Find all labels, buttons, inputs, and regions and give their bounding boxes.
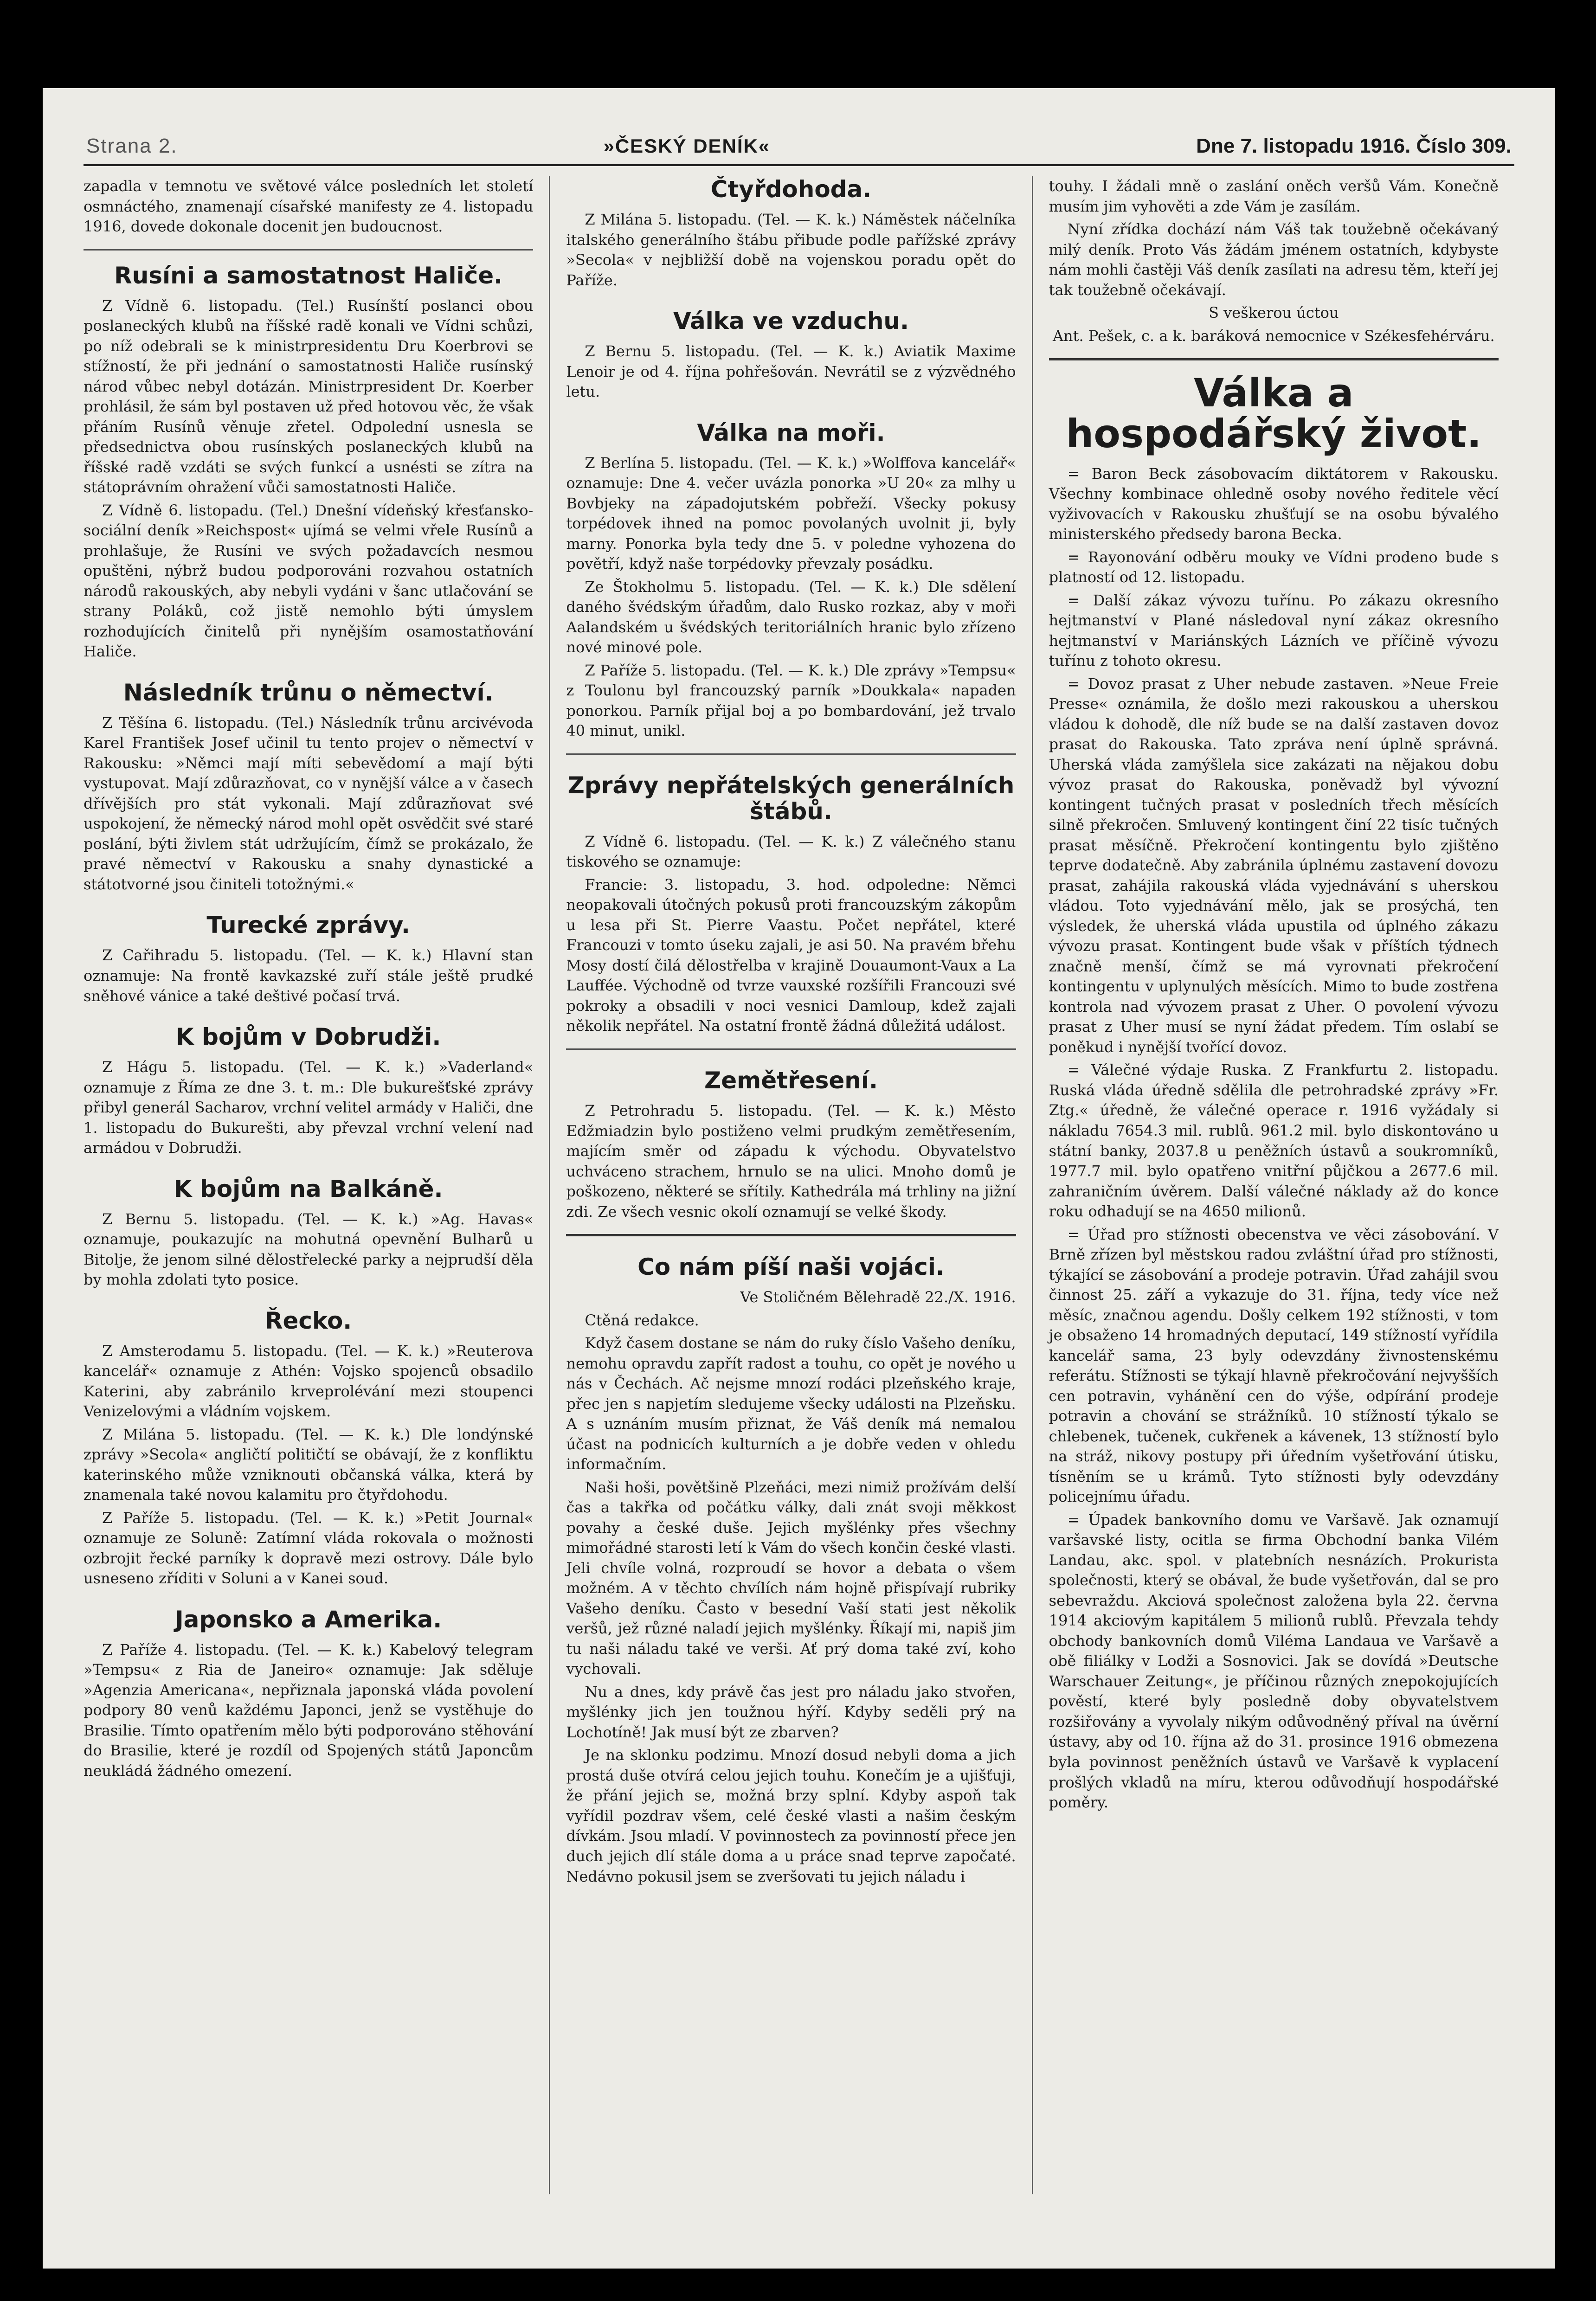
article-paragraph: Z Bernu 5. listopadu. (Tel. — K. k.) Aviatik Maxime Lenoir je od 4. října pohřešován. Nevrátil se z výzvědného letu. [566, 342, 1016, 401]
article-paragraph: Je na sklonku podzimu. Mnozí dosud nebyli doma a jich prostá duše otvírá celou jejich touhu. Konečím je a ujišťuji, že přání jejich se, možná brzy splní. Kdyby aspoň tak vyřídil pozdrav všem, celé české vlasti a našim českým dívkám. Jsou mladí. V povinnostech za povinností přece jen duch jejich dlí stále doma a u práce snad teprve započaté. Nedávno pokusil jsem se zveršovati tu jejich náladu i [566, 1746, 1016, 1885]
headline-rusini: Rusíni a samostatnost Haliče. [114, 262, 503, 289]
article-paragraph: Z Hágu 5. listopadu. (Tel. — K. k.) »Vaderland« oznamuje z Říma ze dne 3. t. m.: Dle bukurešťské zprávy přibyl generál Sacharov, vrchní velitel armády v Haliči, dne 1. listopadu do Bukurešti, aby převzal vrchní velení nad armádou v Dobrudži. [84, 1058, 534, 1157]
article-paragraph: Z Petrohradu 5. listopadu. (Tel. — K. k.) Město Edžmiadzin bylo postiženo velmi prudkým zemětřesením, majícím směr od západu k východu. Obyvatelstvo uchváceno strachem, hrnulo se na ulici. Mnoho domů je poškozeno, některé se sřítily. Kathedrála má trhliny na jižní zdi. Ze všech vesnic okolí oznamují se velké škody. [566, 1101, 1016, 1221]
headline-balkane: K bojům na Balkáně. [174, 1175, 443, 1202]
column-1 [84, 176, 550, 2194]
masthead [84, 135, 1514, 166]
article-paragraph: = Dovoz prasat z Uher nebude zastaven. »Neue Freie Presse« oznámila, že došlo mezi rakouskou a uherskou vládou k dohodě, dle níž bude se na další zastaven dovoz prasat do Rakouska. Tato zpráva není úplně správná. Uherská vláda zamýšlela sice zakázati na nějakou dobu vývoz prasat do Rakouska, poněvadž byl vývozní kontingent tučných prasat v posledních třech měsících silně překročen. Smluvený kontingent činí 22 tisíc tučných prasat měsíčně. Překročení kontingentu bylo zjištěno teprve dodatečně. Aby zabránila úplnému zastavení dovozu prasat, zahájila rakouská vláda vyjednávání s uherskou vládou. Toto vyjednávání mělo, jak se prosýchá, ten výsledek, že uherská vláda upustila od úplného zákazu vývozu prasat. Kontingent bude však v příštích týdnech značně menší, čímž se má vyrovnati překročení kontingentu v uplynulých měsících. Mimo to bude zostřena kontrola nad vývozem prasat z Uher. O povolení vývozu prasat z Uher musí se nyní žádat předem. Tím oslabí se poněkud i nynější tvořící dovoz. [1049, 675, 1499, 1056]
article-paragraph: Z Amsterodamu 5. listopadu. (Tel. — K. k.) »Reuterova kancelář« oznamuje z Athén: Vojsko spojenců obsadilo Katerini, aby zabránilo krveprolévání mezi stoupenci Venizelovými a vládním vojskem. [84, 1342, 534, 1420]
divider [566, 1234, 1016, 1236]
newspaper-page [43, 88, 1555, 2269]
article-paragraph: Z Vídně 6. listopadu. (Tel. — K. k.) Z válečného stanu tiskového se oznamuje: [566, 832, 1016, 871]
headline-hospodarsky: Válka a hospodářský život. [1066, 370, 1482, 457]
column-3 [1033, 176, 1514, 2194]
article-paragraph: Nyní zřídka dochází nám Váš tak toužebně očekávaný milý deník. Proto Vás žádám jménem ostatních, kdybyste nám mohli častěji Váš deník zasílati na adresu těm, kteří jej tak toužebně očekávají. [1049, 220, 1499, 299]
headline-recko: Řecko. [265, 1307, 352, 1334]
article-intro: zapadla v temnotu ve světové válce posledních let století osmnáctého, znamenají císařské manifesty ze 4. listopadu 1916, dovede dokonale docenit jen budoucnost. [84, 177, 534, 236]
letter-place-date: Ve Stoličném Bělehradě 22./X. 1916. [740, 1288, 1016, 1306]
article-paragraph: Naši hoši, povětšině Plzeňáci, mezi nimiž prožívám delší čas a takřka od počátku války, dali znát svoji měkkost povahy a české duše. Jejich myšlénky přes všechny mimořádné starosti letí k Vám do všech končin české vlasti. Jeli chvíle volná, rozproudí se hovor a debata o všem možném. A v těchto chvílích nám hojně přispívají rubriky Vašeho deníku. Často v besední Vaší stati jest několik veršů, jež různé naladí jejich myšlénky. Říkají mi, napiš jim tu naši náladu také ve verši. Ať prý doma také zví, koho vychovali. [566, 1478, 1016, 1678]
article-paragraph: Z Milána 5. listopadu. (Tel. — K. k.) Náměstek náčelníka italského generálního štábu přibude podle pařížské zprávy »Secola« v nejbližší době na vojenskou poradu opět do Paříže. [566, 211, 1016, 289]
divider [84, 249, 533, 251]
letter-salutation: Ctěná redakce. [585, 1311, 699, 1329]
page-number: Strana 2. [86, 135, 178, 157]
column-2 [550, 176, 1033, 2194]
divider [566, 1048, 1016, 1050]
issue-date: Dne 7. listopadu 1916. Číslo 309. [1196, 135, 1512, 157]
headline-turecke: Turecké zprávy. [206, 912, 410, 939]
letter-signature: Ant. Pešek, c. a k. baráková nemocnice v Székesfehérváru. [1052, 327, 1495, 345]
newspaper-title: »ČESKÝ DENÍK« [603, 135, 771, 157]
article-paragraph: Z Vídně 6. listopadu. (Tel.) Rusínští poslanci obou poslaneckých klubů na říšské radě konali ve Vídni schůzi, po níž odebrali se k ministrpresidentu Dru Koerbrovi se stížností, že při jednání o samostatnosti Haliče rusínský národ vůbec nebyl dotázán. Ministrpresident Dr. Koerber prohlásil, že sám byl postaven už před hotovou věc, že však přáním Rusínů věnuje zřetel. Odpolední usnesla se předsednictva obou rusínských poslaneckých klubů na říšské radě vzdáti se svých funkcí a usnésti se zítra na státoprávním ohražení vůči samostatnosti Haliče. [84, 296, 534, 496]
article-paragraph: Ze Štokholmu 5. listopadu. (Tel. — K. k.) Dle sdělení daného švédským úřadům, dalo Rusko rozkaz, aby v moři Aalandském u švédských teritoriálních hranic bylo zřízeno nové minové pole. [566, 578, 1016, 656]
article-paragraph: = Baron Beck zásobovacím diktátorem v Rakousku. Všechny kombinace ohledně osoby nového ředitele věcí vyživovacích v Rakousku zhušťují se na osobu bývalého ministerského předsedy barona Becka. [1049, 464, 1499, 543]
headline-vzduchu: Válka ve vzduchu. [673, 308, 909, 335]
headline-dobrudzi: K bojům v Dobrudži. [175, 1023, 441, 1051]
article-paragraph: Z Cařihradu 5. listopadu. (Tel. — K. k.) Hlavní stan oznamuje: Na frontě kavkazské zuří stále ještě prudké sněhové vánice a také deštivé počasí trvá. [84, 946, 534, 1005]
divider [566, 753, 1016, 755]
headline-ctyrdohoda: Čtyřdohoda. [710, 176, 872, 203]
article-paragraph: Nu a dnes, kdy právě čas jest pro náladu jako stvořen, myšlénky jich jen toužnou hýří. Kdyby seděli prý na Lochotíně! Jak musí být ze zbarven? [566, 1683, 1016, 1741]
article-paragraph: = Úřad pro stížnosti obecenstva ve věci zásobování. V Brně zřízen byl městskou radou zvláštní úřad pro stížnosti, týkající se zásobování a prodeje potravin. Úřad zahájil svou činnost 25. září a vykazuje do 31. října, tedy více než měsíc, značnou agendu. Došly celkem 192 stížnosti, v tom je obsaženo 14 hromadných deputací, 149 stížností vyřídila kancelář sama, 23 byly odevzdány živnostenskému referátu. Stížnosti se týkají hlavně překročování nejvyšších cen potravin, vyhánění cen do výše, odpírání prodeje potravin a chování se strážníků. 10 stížností týkalo se chlebenek, tučenek, cukřenek a kávenek, 13 stížností bylo na stráž, nikovy postupy při úředním vyšetřování útisku, tísněním se u krámů. Tyto stížnosti byly odevzdány policejnímu úřadu. [1049, 1225, 1499, 1506]
headline-naslednik: Následník trůnu o němectví. [123, 679, 494, 706]
article-paragraph: Francie: 3. listopadu, 3. hod. odpoledne: Němci neopakovali útočných pokusů proti francouzským zákopům u lesa při St. Pierre Vaastu. Počet nepřátel, které Francouzi v tomto úseku zajali, je asi 50. Na pravém břehu Mosy dostí čilá dělostřelba v krajině Douaumont-Vaux a La Lauffée. Východně od tvrze vauxské rozšířili Francouzi své pokroky a obsadili v noci vesnici Damloup, kdež zajali několik nepřátel. Na ostatní frontě žádná důležitá událost. [566, 875, 1016, 1035]
article-paragraph: = Rayonování odběru mouky ve Vídni prodeno bude s platností od 12. listopadu. [1049, 548, 1499, 586]
article-paragraph: Z Berlína 5. listopadu. (Tel. — K. k.) »Wolffova kancelář« oznamuje: Dne 4. večer uvázla ponorka »U 20« za mlhy u Bovbjeky na západojutském pobřeží. Všecky pokusy torpédovek ihned na pomoc povolaných uvolnit ji, byly marny. Ponorka byla tedy dne 5. v poledne vyhozena do povětří, když naše torpédovky převzaly posádku. [566, 454, 1016, 573]
article-paragraph: Z Vídně 6. listopadu. (Tel.) Dnešní vídeňský křesťansko-sociální deník »Reichspost« ujímá se velmi vřele Rusínů a prohlašuje, že Rusíni ve svých požadavcích nesmou opuštěni, nýbrž budou podporováni rozvahou ostatních národů rakouských, aby nebyli vydáni v šanc utlačování se strany Poláků, což jistě nemohlo býti úmyslem rozhodujících činitelů při nynějším osamostatňování Haliče. [84, 501, 534, 661]
columns [84, 176, 1514, 2194]
article-paragraph: = Válečné výdaje Ruska. Z Frankfurtu 2. listopadu. Ruská vláda úředně sdělila dle petrohradské zprávy »Fr. Ztg.« úředně, že válečné operace r. 1916 vyžádaly si nákladu 7654.3 mil. rublů. 961.2 mil. bylo diskontováno u státní banky, 2037.8 u peněžních ústavů a soukromníků, 1977.7 mil. bylo opatřeno vnitřní půjčkou a 2677.6 mil. zahraničním úvěrem. Další válečné náklady až do konce roku odhadují se na 4650 milionů. [1049, 1061, 1499, 1221]
article-paragraph: Z Paříže 4. listopadu. (Tel. — K. k.) Kabelový telegram »Tempsu« z Ria de Janeiro« oznamuje: Jak sděluje »Agenzia Americana«, nepřiznala japonská vláda povolení podpory 80 venů každému Japonci, jenž se vystěhuje do Brasilie. Tímto opatřením mělo býti podporováno stěhování do Brasilie, které je rozdíl od Spojených států Japoncům neukládá žádného omezení. [84, 1640, 534, 1780]
article-paragraph: Když časem dostane se nám do ruky číslo Vašeho deníku, nemohu opravdu zapřít radost a touhu, co opět je nového u nás v Čechách. Ač nejsme mnozí rodáci plzeňského kraje, přec jen s napjetím sledujeme všecky události na Plzeňsku. A s uznáním musím přiznat, že Váš deník má nemalou účast na podnicích kulturních a je dobře veden v ohledu informačním. [566, 1334, 1016, 1473]
headline-zemetreseni: Zemětřesení. [704, 1067, 878, 1094]
headline-mori: Válka na moři. [697, 419, 885, 446]
article-paragraph: Z Paříže 5. listopadu. (Tel. — K. k.) Dle zprávy »Tempsu« z Toulonu byl francouzský parník »Doukkala« napaden ponorkou. Parník přijal boj a po bombardování, jež trvalo 40 minut, unikl. [566, 661, 1016, 740]
article-paragraph: = Úpadek bankovního domu ve Varšavě. Jak oznamují varšavské listy, ocitla se firma Obchodní banka Vilém Landau, akc. spol. v platebních nesnázích. Prokurista společnosti, který se obával, že bude vyšetřován, dal se pro sebevraždu. Akciová společnost založena byla 22. června 1914 akciovým kapitálem 5 milionů rublů. Převzala tehdy obchody bankovních domů Viléma Landaua ve Varšavě a obě filiálky v Lodži a Sosnovici. Jak se dovídá »Deutsche Warschauer Zeitung«, je příčinou různých znepokojujících pověstí, které byly posledně doby obyvatelstvem rozšiřovány a vyvolaly nikým odůvodněný příval na úvěrní ústavy, aby od 10. října až do 31. prosince 1916 obmezena byla povinnost peněžních ústavů ve Varšavě k vyplacení prošlých vkladů na míru, kterou odůvodňují hospodářské poměry. [1049, 1510, 1499, 1812]
article-paragraph: = Další zákaz vývozu tuřínu. Po zákazu okresního hejtmanství v Plané následoval nyní zákaz okresního hejtmanství v Mariánských Lázních ve příčině vývozu tuřínu z tohoto okresu. [1049, 591, 1499, 670]
headline-vojaci: Co nám píší naši vojáci. [637, 1253, 945, 1281]
headline-zpravy: Zprávy nepřátelských generálních štábů. [567, 771, 1015, 825]
article-paragraph: Z Paříže 5. listopadu. (Tel. — K. k.) »Petit Journal« oznamuje ze Soluně: Zatímní vláda rokovala o možnosti ozbrojit řecké parníky k dopravě mezi ostrovy. Dále bylo usneseno zříditi v Soluni a v Kanei soud. [84, 1509, 534, 1588]
article-paragraph: Z Těšína 6. listopadu. (Tel.) Následník trůnu arcivévoda Karel František Josef učinil tu tento projev o němectví v Rakousku: »Němci mají míti sebevědomí a mají býti vystupovat. Mají zdůrazňovat, co v nynější válce a v časech dřívějších pro stát vykonali. Mají zdůrazňovat své uspokojení, že německý národ mohl opět osvědčit své staré poslání, býti živlem stát udržujícím, čímž se prokázalo, že pravé němectví v Rakousku a snahy dynastické a státotvorné jsou činiteli totožnými.« [84, 713, 534, 893]
divider [1049, 358, 1499, 360]
article-paragraph: Z Milána 5. listopadu. (Tel. — K. k.) Dle londýnské zprávy »Secola« angličtí političtí se obávají, že z konfliktu katerinského může vzniknouti občanská válka, která by znamenala také novou kalamitu pro čtyřdohodu. [84, 1425, 534, 1504]
article-paragraph: touhy. I žádali mně o zaslání oněch veršů Vám. Konečně musím jim vyhověti a zde Vám je zasílám. [1049, 177, 1499, 215]
article-paragraph: Z Bernu 5. listopadu. (Tel. — K. k.) »Ag. Havas« oznamuje, poukazujíc na mohutná opevnění Bulharů u Bitolje, že jenom silné dělostřelecké parky a nejprudší děla by mohla zdolati tyto posice. [84, 1210, 534, 1289]
letter-signoff: S veškerou úctou [1209, 304, 1339, 322]
headline-japonsko: Japonsko a Amerika. [175, 1606, 442, 1633]
